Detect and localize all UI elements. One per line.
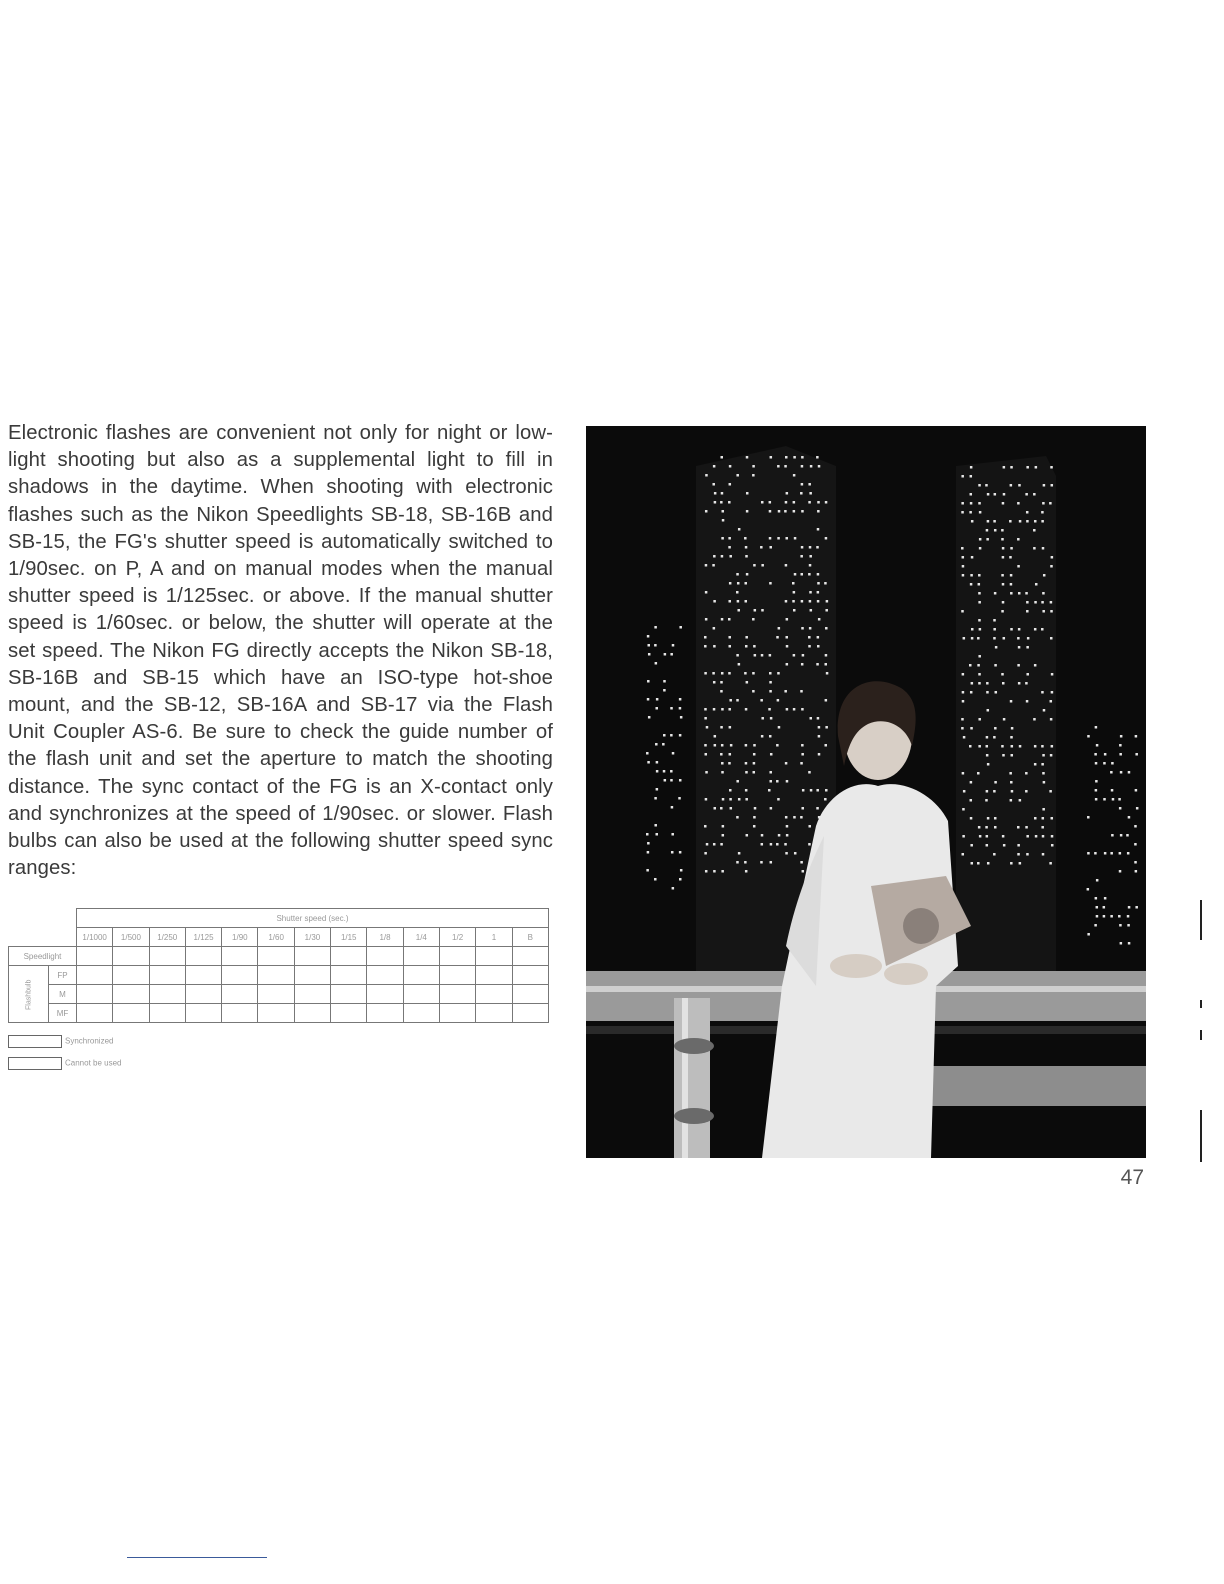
body-text (8, 420, 553, 882)
edge-mark (1200, 1030, 1202, 1040)
speed-cell: 1/60 (258, 928, 294, 947)
edge-mark (1200, 900, 1202, 940)
speed-cell: B (512, 928, 548, 947)
table-row (9, 985, 549, 1004)
legend-swatch (8, 1035, 62, 1048)
flash-sync-table (8, 908, 549, 1023)
table-row (9, 1004, 549, 1023)
row-label: M (49, 985, 77, 1004)
speed-cell: 1/2 (439, 928, 475, 947)
table-corner (9, 909, 77, 947)
speed-cell: 1/250 (149, 928, 185, 947)
speed-cell: 1 (476, 928, 512, 947)
night-portrait-photo (586, 426, 1146, 1158)
row-label: FP (49, 966, 77, 985)
row-label: MF (49, 1004, 77, 1023)
flashbulb-group-label: Flashbulb (9, 966, 49, 1023)
speed-cell: 1/8 (367, 928, 403, 947)
legend-cannot-be-used (8, 1057, 122, 1070)
legend-synchronized (8, 1035, 113, 1048)
edge-mark (1200, 1000, 1202, 1008)
speed-header-row (9, 928, 549, 947)
speedlight-label: Speedlight (9, 947, 77, 966)
table-row (9, 966, 549, 985)
table-row (9, 947, 549, 966)
legend-swatch (8, 1057, 62, 1070)
shutter-speed-header: Shutter speed (sec.) (77, 909, 549, 928)
footer-rule (127, 1557, 267, 1558)
speed-cell: 1/1000 (77, 928, 113, 947)
edge-mark (1200, 1110, 1202, 1162)
speed-cell: 1/15 (331, 928, 367, 947)
page-number: 47 (1120, 1166, 1144, 1189)
speed-cell: 1/30 (294, 928, 330, 947)
speed-cell: 1/125 (185, 928, 221, 947)
speed-cell: 1/4 (403, 928, 439, 947)
legend-label: Cannot be used (65, 1058, 122, 1068)
speed-cell: 1/90 (222, 928, 258, 947)
body-paragraph: Electronic flashes are convenient not only for night or low-light shooting but also as a supplemental light to fill in shadows in the daytime. When shooting with electronic flashes such as the Nikon Speedlights SB-18, SB-16B and SB-15, the FG's shutter speed is automatically switched to 1/90sec. on P, A and on manual modes when the manual shutter speed is 1/125sec. or above. If the manual shutter speed is 1/60sec. or below, the shutter will operate at the set speed. The Nikon FG directly accepts the Nikon SB-18, SB-16B and SB-15 which have an ISO-type hot-shoe mount, and the SB-12, SB-16A and SB-17 via the Flash Unit Coupler AS-6. Be sure to check the guide number of the flash unit and set the aperture to match the shooting distance. The sync contact of the FG is an X-contact only and synchronizes at the speed of 1/90sec. or slower. Flash bulbs can also be used at the following shutter speed sync ranges: (8, 422, 553, 880)
speed-cell: 1/500 (113, 928, 149, 947)
legend-label: Synchronized (65, 1036, 114, 1046)
